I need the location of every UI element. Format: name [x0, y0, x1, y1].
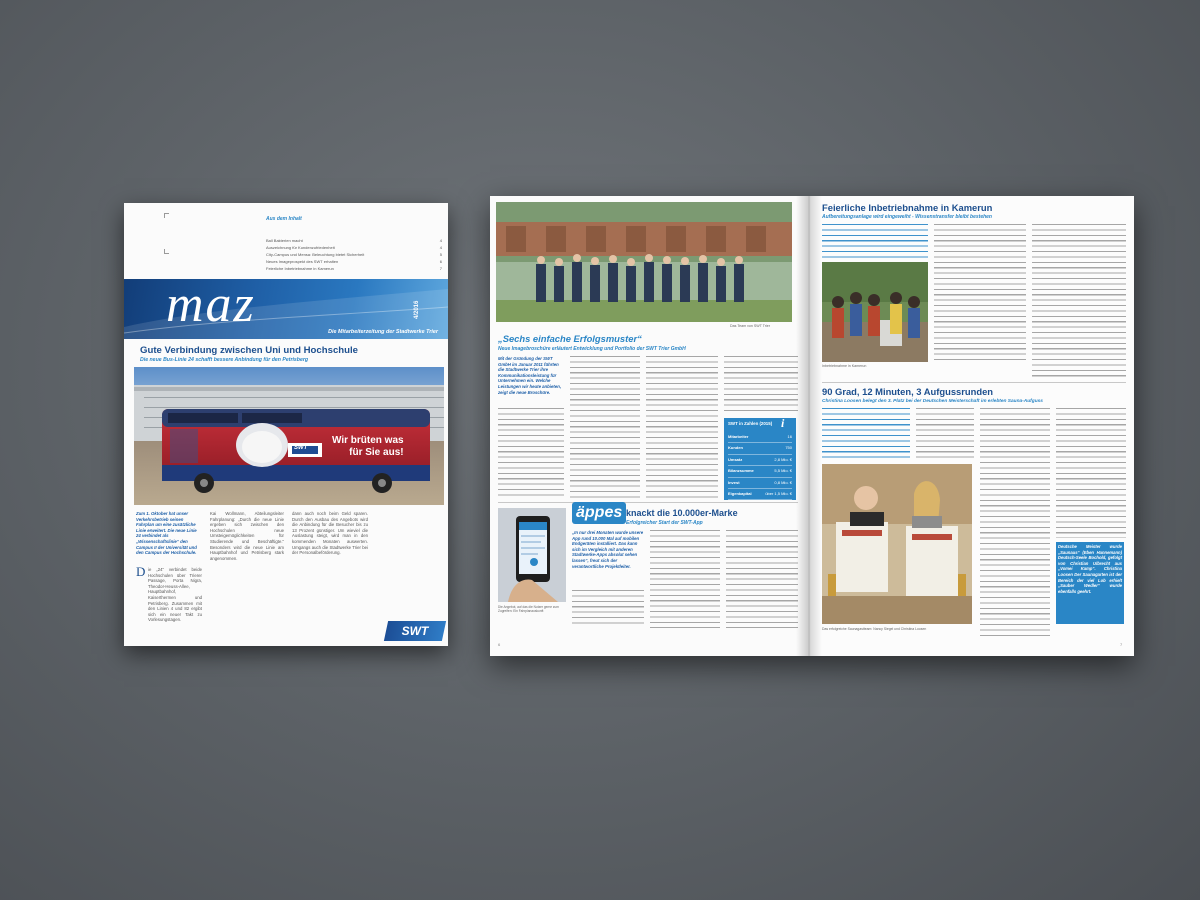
masthead-band — [124, 276, 448, 339]
info-box-row — [728, 466, 792, 477]
text-column — [980, 408, 1050, 640]
cover-lede: Zum 1. Oktober hat unser Verkehrsbetrieb seinen Fahrplan um eine zusätzliche Linie erweitert. Die neue Linie 24 verbindet als „Wissenschaftslinie“ den Campus II der Universität und den Campus der Hochschule. — [136, 511, 197, 556]
contents-item-page: 7 — [439, 266, 442, 271]
swt-footer-logo — [384, 621, 446, 641]
info-box-label: Bilanzsumme — [728, 468, 754, 474]
bus-logo: SWT — [294, 445, 308, 451]
text-column — [650, 530, 720, 628]
info-box-label: Umsatz — [728, 456, 743, 462]
contents-item-title: City-Campus und Mensa: Beleuchtung bietet Sicherheit — [266, 252, 365, 257]
brochure-headline: „Sechs einfache Erfolgsmuster“ — [498, 333, 642, 344]
info-box-row — [728, 443, 792, 454]
cover-subheadline: Die neue Bus-Linie 24 schafft bessere Anbindung für den Petrisberg — [140, 357, 309, 363]
bus-slogan-line-2: für Sie aus! — [349, 447, 404, 458]
contents-item — [266, 265, 442, 272]
cover-column-1: ie „24“ verbindet beide Hochschulen über Trierer Passage, Porta Nigra, Theodor-Heuss-Allee, Hauptbahnhof, Kaiserthermen und Petrisberg. Zusammen mit den Linien 4 und 82 ergibt sich ein neuer Takt zu Vorlesungstagen. — [148, 567, 202, 623]
contents-item — [266, 258, 442, 265]
contents-item-page: 6 — [439, 259, 442, 264]
info-icon: i — [781, 416, 785, 430]
text-column — [646, 356, 718, 500]
bus-photo — [134, 367, 444, 505]
app-photo — [498, 508, 566, 602]
brochure-subheadline: Neue Imagebroschüre erläutert Entwicklung und Portfolio der SWT Trier GmbH — [498, 346, 686, 352]
divider — [498, 502, 798, 503]
sauna-headline: 90 Grad, 12 Minuten, 3 Aufgussrunden — [822, 386, 994, 397]
masthead-title: maz — [166, 276, 256, 333]
contents-list — [266, 237, 442, 272]
lede-lines — [822, 224, 928, 260]
info-box-value: 2,8 Mio. € — [774, 456, 792, 462]
info-box-value: 0,8 Mio. € — [774, 479, 792, 485]
contents-item-title: Neues Imageprospekt des SWT erhalten — [266, 259, 339, 264]
contents-heading: Aus dem Inhalt — [266, 216, 302, 222]
text-column — [726, 530, 798, 628]
team-photo-caption: Das Team von SWT Trier — [730, 324, 771, 328]
info-box-title: SWT in Zahlen (2015) — [728, 421, 773, 426]
app-photo-caption: Die Angebot, auf das die Nutzer gerne zum Zugreifen: Ein Fahrplanauskunft — [498, 605, 559, 613]
cover-column-3: dann auch noch beim Geld sparen. Durch den Ausbau des Angebots wird die Anbindung für die Besucher bis zu 13 Prozent günstiger. Um wieviel die Auslastung steigt, wird man in den kommenden Monaten auswerten. Umgangs auch die Stadtwerke Trier bei der Personalbeförderung. — [292, 511, 368, 556]
info-box-value: über 1,5 Mio. € — [765, 491, 792, 497]
info-box-value: 5,5 Mio. € — [774, 468, 792, 474]
info-box-row — [728, 432, 792, 443]
swt-footer-logo-text: SWT — [401, 624, 429, 638]
cover-dropcap: D — [136, 564, 146, 579]
sauna-photo — [822, 464, 972, 624]
text-column — [724, 356, 798, 414]
sauna-photo-caption: Das erfolgreiche Saunagastteam: Nancy Siegel und Christina Loosen — [822, 627, 927, 631]
bus-slogan — [332, 435, 404, 459]
app-subheadline: Erfolgreicher Start der SWT-App — [626, 520, 703, 526]
left-page — [490, 196, 808, 656]
team-photo-illustration — [496, 202, 792, 322]
crop-mark — [164, 213, 169, 218]
kamerun-subheadline: Aufbereitungsanlage wird eingeweiht - Wissenstransfer bleibt bestehen — [822, 214, 992, 220]
info-box — [724, 418, 796, 500]
crop-mark — [164, 249, 169, 254]
info-box-label: Eigenkapital — [728, 491, 752, 497]
lede-lines — [822, 408, 910, 458]
contents-item — [266, 244, 442, 251]
info-box-label: Kunden — [728, 445, 743, 451]
sauna-highlight-box: Deutsche Meister wurde „Saunaus“ (Eben Hannemann) Deutsch-Seele Bochold, gefolgt von Christian Ulbrecht aus „Vomei Kamp“. Christina Loosen Der Saunagarten ist der Bereich der viel Lob erhielt „Sauber Wedler“ wurde ebenfalls geehrt. — [1056, 542, 1124, 624]
text-column — [934, 224, 1026, 362]
contents-item-page: 4 — [439, 238, 442, 243]
phone-illustration — [498, 508, 566, 602]
sauna-photo-illustration — [822, 464, 972, 624]
app-lede: „In nur drei Monaten wurde unsere App rund 10.000 Mal auf mobilen Endgeräten installiert. Das kann sich im Vergleich mit anderen Stadtwerke-Apps absolut sehen lassen“, freut sich der verantwortliche Projektleiter. — [572, 530, 644, 569]
contents-item-title: Ball Bakterien macht — [266, 238, 303, 243]
magazine-spread — [490, 196, 1134, 656]
text-column — [498, 408, 564, 500]
info-box-value: 16 — [787, 434, 792, 439]
sauna-subheadline: Christina Loosen belegt den 3. Platz bei der Deutschen Meisterschaft im erlebten Sauna-Aufguss — [822, 399, 1043, 404]
page-number-left: 6 — [498, 642, 501, 647]
kamerun-photo-caption: Inbetriebnahme in Kamerun — [822, 364, 867, 368]
info-box-label: Invest — [728, 479, 740, 485]
info-box-label: Mitarbeiter — [728, 434, 749, 439]
kamerun-photo-illustration — [822, 262, 928, 362]
text-column — [1056, 408, 1126, 538]
cover-column-2: Kai Wollmann, Abteilungsleiter Fahrplanung: „Durch die neue Linie ergeben sich zwischen den Hochschulen neue Umsteigemöglichkeiten für Studierende und Beschäftigte.“ Besonders wird die neue Linie am Hauptbahnhof und Petrisberg stark angenommen. — [210, 511, 284, 561]
contents-item-title: Feierliche Inbetriebnahme in Kamerun — [266, 266, 334, 271]
contents-item-page: 4 — [439, 245, 442, 250]
contents-item — [266, 251, 442, 258]
info-box-value: 750 — [785, 445, 792, 451]
brochure-lede: Mit der Gründung der SWT GmbH im Januar 2011 führten die Stadtwerke Trier ihre Kommunikationsleistung für Unternehmen ein. Welche Leistungen wir heute anbieten, zeigt die neue Broschüre. — [498, 356, 562, 395]
text-column — [916, 408, 974, 458]
text-column — [572, 590, 644, 628]
kamerun-headline: Feierliche Inbetriebnahme in Kamerun — [822, 202, 993, 213]
team-photo — [496, 202, 792, 322]
info-box-row — [728, 489, 792, 500]
masthead-tagline: Die Mitarbeiterzeitung der Stadtwerke Trier — [328, 329, 438, 335]
contents-item-title: Auszeichnung für Kundenzufriedenheit — [266, 245, 335, 250]
divider — [822, 382, 1126, 383]
contents-item-page: 5 — [439, 252, 442, 257]
info-box-rows — [728, 432, 792, 500]
app-headline: knackt die 10.000er-Marke — [626, 508, 738, 518]
app-logo: äppes — [572, 502, 626, 524]
bus-slogan-line-1: Wir brüten was — [332, 435, 404, 446]
issue-number: 4/2016 — [414, 300, 420, 319]
text-column — [570, 356, 640, 500]
right-page — [808, 196, 1134, 656]
magazine-cover — [124, 203, 448, 646]
kamerun-photo — [822, 262, 928, 362]
contents-item — [266, 237, 442, 244]
info-box-row — [728, 455, 792, 466]
page-number-right: 7 — [1120, 642, 1123, 647]
cover-headline: Gute Verbindung zwischen Uni und Hochschule — [140, 345, 359, 356]
info-box-row — [728, 478, 792, 489]
text-column — [1032, 224, 1126, 380]
